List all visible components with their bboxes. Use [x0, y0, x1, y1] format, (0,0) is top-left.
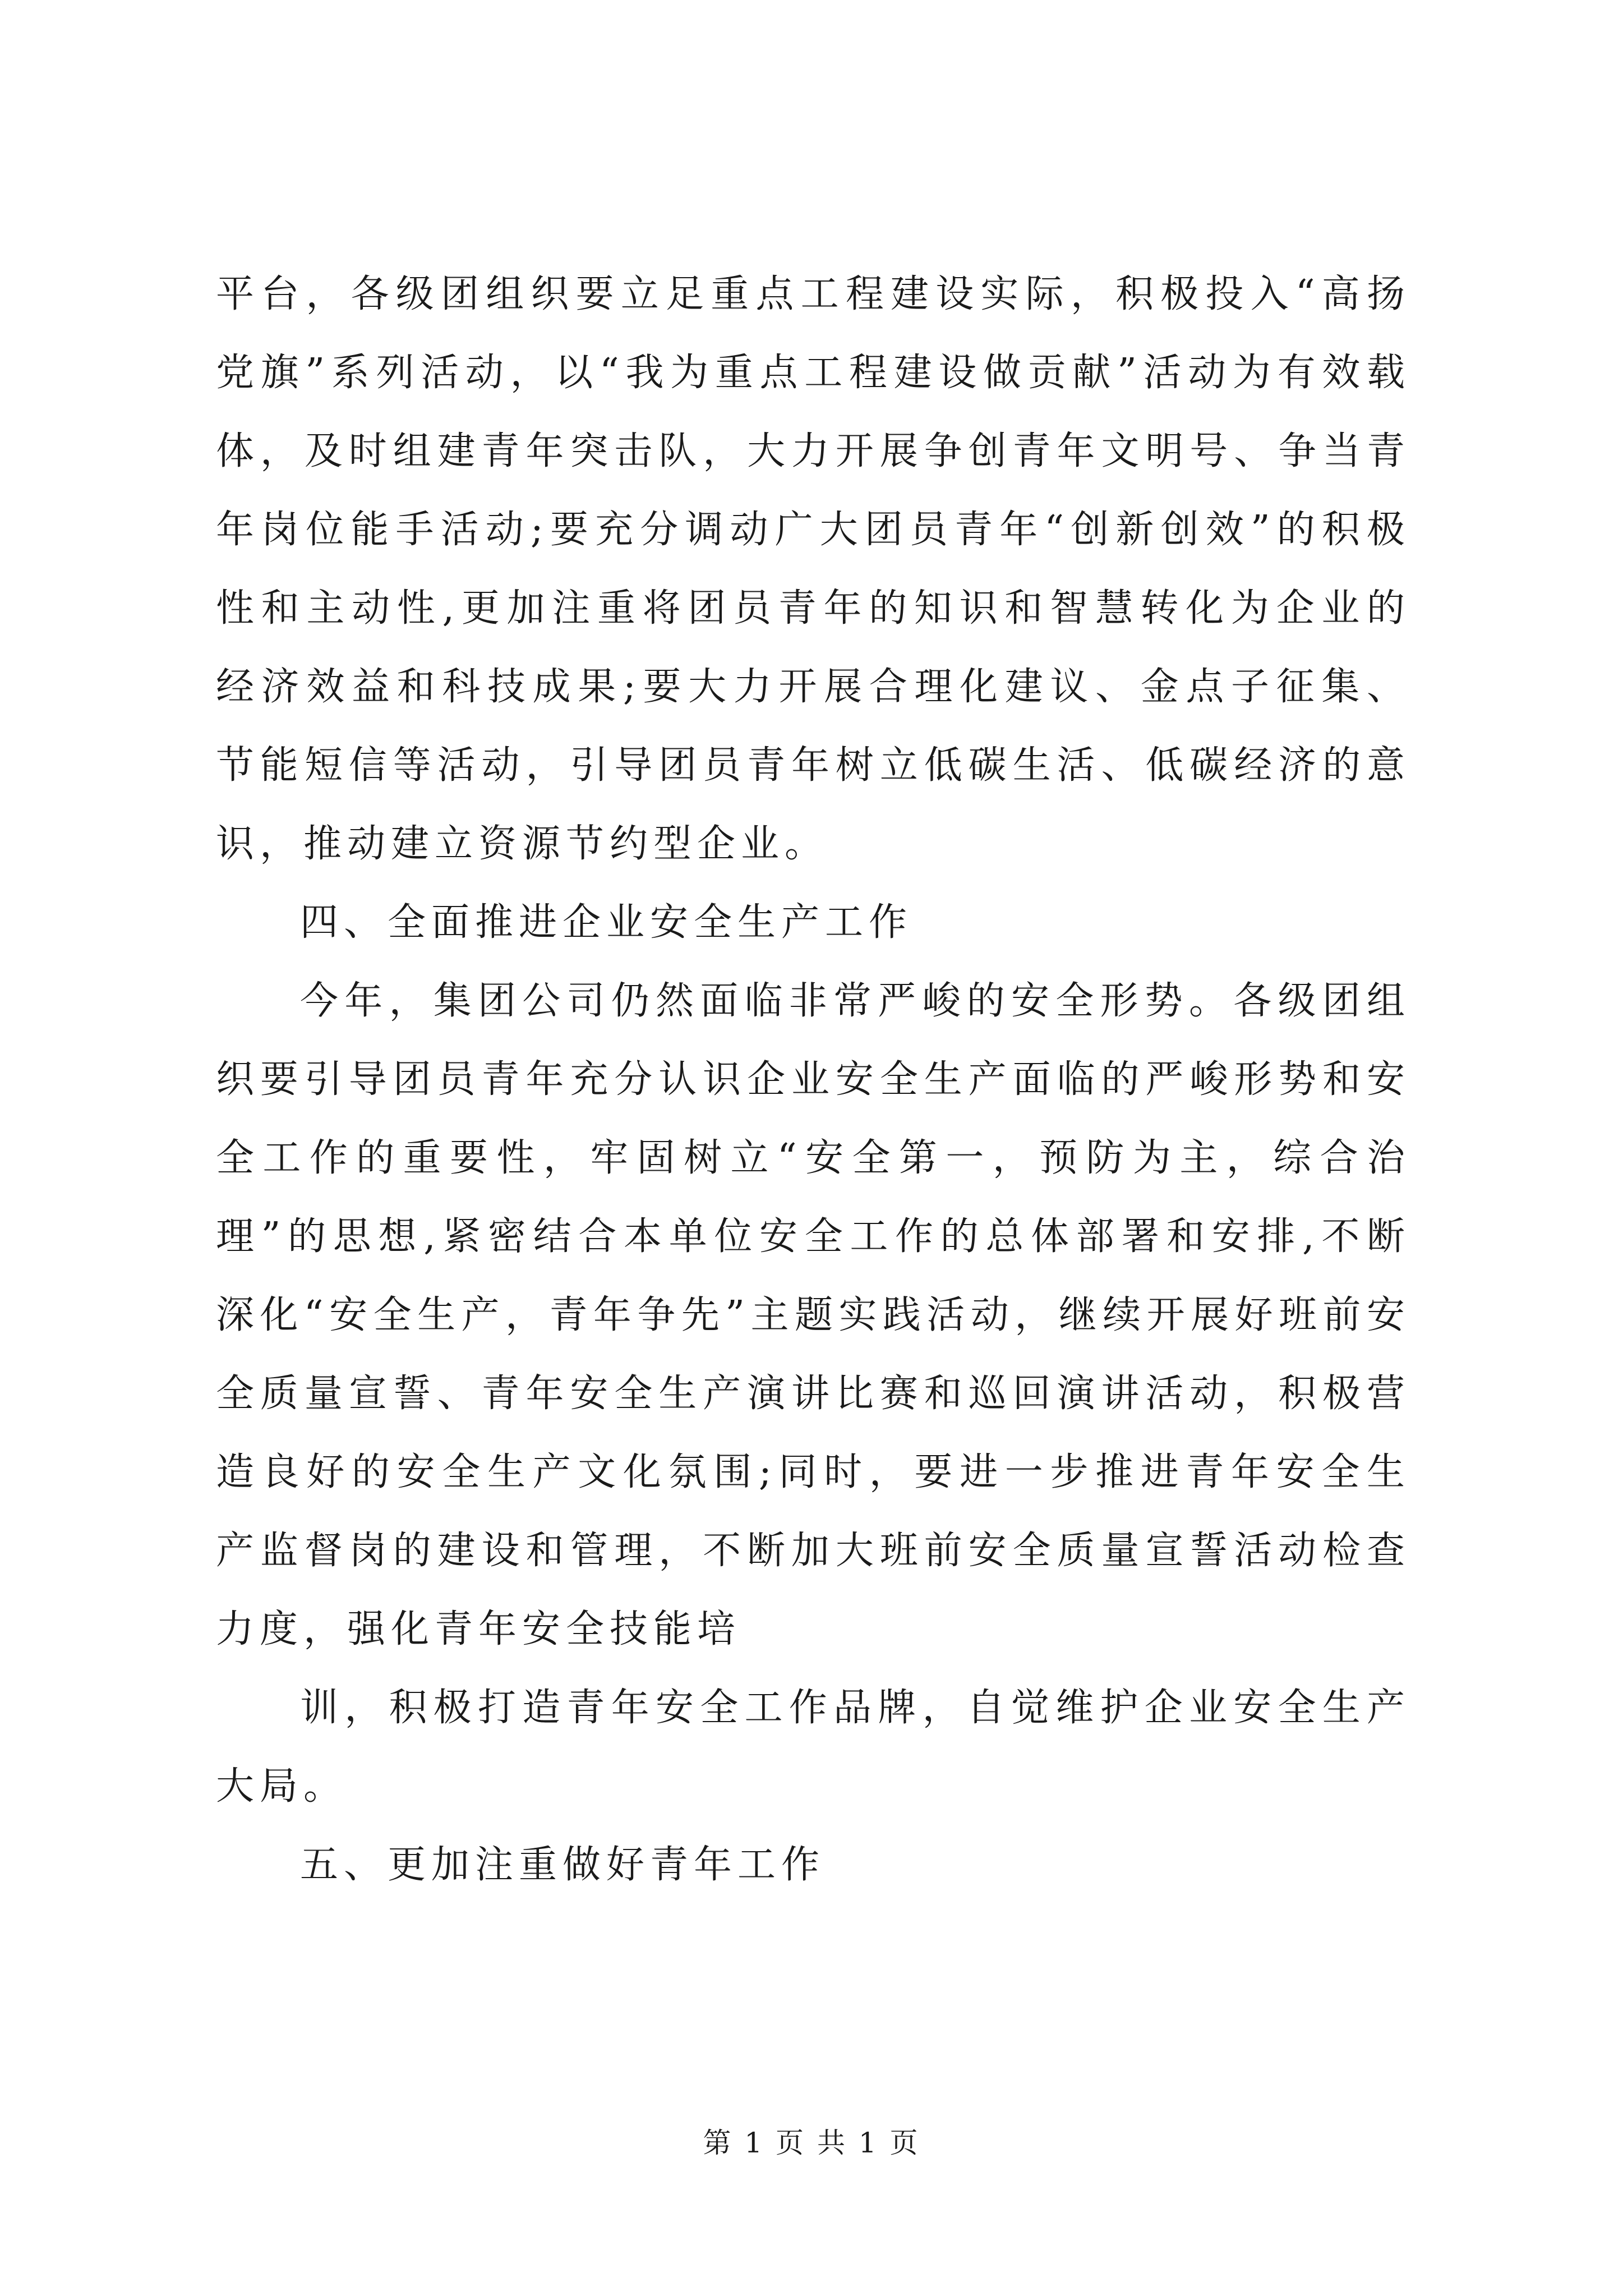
paragraph-continuation: 平台，各级团组织要立足重点工程建设实际，积极投入“高扬党旗”系列活动，以“我为重点工程建设做贡献”活动为有效载体，及时组建青年突击队，大力开展争创青年文明号、争当青年岗位能手活动;要充分调动广大团员青年“创新创效”的积极性和主动性,更加注重将团员青年的知识和智慧转化为企业的经济效益和科技成果;要大力开展合理化建议、金点子征集、节能短信等活动，引导团员青年树立低碳生活、低碳经济的意识，推动建立资源节约型企业。 — [216, 272, 1410, 866]
section-heading-five: 五、更加注重做好青年工作 — [300, 1843, 826, 1887]
paragraph-safety-continued: 训，积极打造青年安全工作品牌，自觉维护企业安全生产大局。 — [216, 1686, 1410, 1809]
paragraph-safety: 今年，集团公司仍然面临非常严峻的安全形势。各级团组织要引导团员青年充分认识企业安全生产面临的严峻形势和安全工作的重要性，牢固树立“安全第一，预防为主，综合治理”的思想,紧密结合本单位安全工作的总体部署和安排,不断深化“安全生产，青年争先”主题实践活动，继续开展好班前安全质量宣誓、青年安全生产演讲比赛和巡回演讲活动，积极营造良好的安全生产文化氛围;同时，要进一步推进青年安全生产监督岗的建设和管理，不断加大班前安全质量宣誓活动检查力度，强化青年安全技能培 — [216, 979, 1410, 1651]
page-footer: 第 1 页 共 1 页 — [703, 2127, 920, 2159]
section-heading-four: 四、全面推进企业安全生产工作 — [300, 900, 913, 945]
document-body — [216, 255, 1410, 1904]
